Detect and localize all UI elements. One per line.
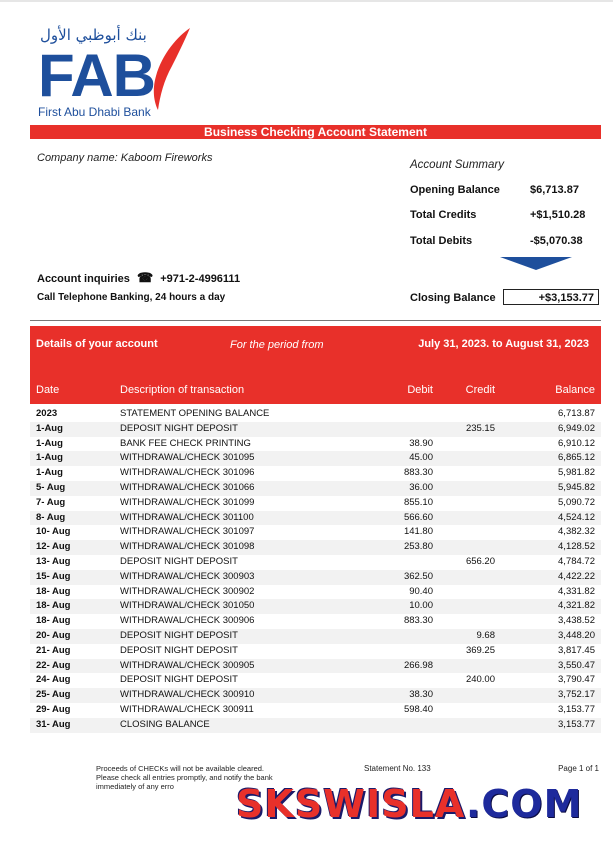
cell-debit: 38.30	[409, 689, 433, 701]
cell-date: 1-Aug	[36, 437, 63, 449]
period-label: For the period from	[230, 339, 324, 351]
watermark	[236, 782, 582, 826]
cell-credit: 240.00	[465, 674, 495, 686]
cell-date: 7- Aug	[36, 496, 66, 508]
table-row	[30, 614, 601, 629]
cell-balance: 4,524.12	[558, 511, 595, 523]
cell-date: 18- Aug	[36, 585, 71, 597]
cell-balance: 5,981.82	[558, 467, 595, 479]
logo-swoosh-icon	[148, 26, 194, 112]
cell-debit: 10.00	[409, 600, 433, 612]
table-row	[30, 437, 601, 452]
cell-date: 1-Aug	[36, 452, 63, 464]
table-row	[30, 481, 601, 496]
cell-date: 21- Aug	[36, 644, 71, 656]
table-row	[30, 585, 601, 600]
cell-description: DEPOSIT NIGHT DEPOSIT	[120, 629, 238, 641]
cell-description: WITHDRAWAL/CHECK 300910	[120, 689, 255, 701]
closing-balance-label: Closing Balance	[410, 292, 496, 304]
logo-arabic-text: بنك أبوظبي الأول	[40, 26, 147, 44]
account-inquiries	[37, 270, 240, 286]
cell-date: 1-Aug	[36, 467, 63, 479]
cell-debit: 90.40	[409, 585, 433, 597]
table-row	[30, 599, 601, 614]
cell-debit: 38.90	[409, 437, 433, 449]
cell-debit: 883.30	[403, 467, 433, 479]
call-banking-line: Call Telephone Banking, 24 hours a day	[37, 292, 226, 303]
section-divider	[30, 320, 601, 321]
table-row	[30, 407, 601, 422]
transactions-table	[30, 407, 601, 733]
cell-balance: 4,382.32	[558, 526, 595, 538]
logo-fab-text: FAB	[38, 42, 155, 109]
period-range: July 31, 2023. to August 31, 2023	[418, 338, 589, 350]
cell-date: 18- Aug	[36, 600, 71, 612]
cell-description: WITHDRAWAL/CHECK 300902	[120, 585, 255, 597]
table-row	[30, 673, 601, 688]
cell-description: WITHDRAWAL/CHECK 301099	[120, 496, 255, 508]
cell-balance: 3,817.45	[558, 644, 595, 656]
column-header-description: Description of transaction	[120, 384, 245, 396]
cell-balance: 4,331.82	[558, 585, 595, 597]
cell-date: 20- Aug	[36, 629, 71, 641]
table-row	[30, 466, 601, 481]
cell-balance: 3,153.77	[558, 718, 595, 730]
total-debits-label: Total Debits	[410, 235, 473, 247]
cell-description: WITHDRAWAL/CHECK 301095	[120, 452, 255, 464]
cell-date: 10- Aug	[36, 526, 71, 538]
down-arrow-icon	[500, 257, 572, 270]
bank-name: First Abu Dhabi Bank	[38, 105, 151, 119]
account-summary-title: Account Summary	[410, 159, 504, 171]
total-debits-value: -$5,070.38	[530, 235, 583, 247]
column-header-date: Date	[36, 384, 60, 396]
cell-credit: 369.25	[465, 644, 495, 656]
table-row	[30, 659, 601, 674]
cell-date: 2023	[36, 408, 58, 419]
cell-description: WITHDRAWAL/CHECK 300906	[120, 615, 255, 627]
closing-balance-value: +$3,153.77	[503, 289, 599, 305]
cell-credit: 656.20	[465, 555, 495, 567]
cell-date: 15- Aug	[36, 570, 71, 582]
table-row	[30, 570, 601, 585]
top-border	[0, 0, 613, 2]
cell-debit: 566.60	[403, 511, 433, 523]
cell-balance: 3,550.47	[558, 659, 595, 671]
table-row	[30, 496, 601, 511]
cell-description: WITHDRAWAL/CHECK 301066	[120, 481, 255, 493]
table-row	[30, 540, 601, 555]
cell-description: WITHDRAWAL/CHECK 301050	[120, 600, 255, 612]
footer-note: Proceeds of CHECKs will not be available cleared. Please check all entries promptly, and notify the bank immediately of any erro	[96, 764, 273, 791]
cell-date: 22- Aug	[36, 659, 71, 671]
column-header-balance: Balance	[555, 384, 595, 396]
table-row	[30, 644, 601, 659]
cell-description: DEPOSIT NIGHT DEPOSIT	[120, 422, 238, 434]
cell-debit: 253.80	[403, 541, 433, 553]
cell-credit: 235.15	[465, 422, 495, 434]
cell-balance: 3,790.47	[558, 674, 595, 686]
cell-description: DEPOSIT NIGHT DEPOSIT	[120, 674, 238, 686]
cell-description: DEPOSIT NIGHT DEPOSIT	[120, 644, 238, 656]
cell-date: 24- Aug	[36, 674, 71, 686]
cell-date: 5- Aug	[36, 481, 66, 493]
cell-description: DEPOSIT NIGHT DEPOSIT	[120, 555, 238, 567]
cell-debit: 266.98	[403, 659, 433, 671]
cell-description: WITHDRAWAL/CHECK 301098	[120, 541, 255, 553]
table-row	[30, 451, 601, 466]
cell-date: 18- Aug	[36, 615, 71, 627]
cell-debit: 362.50	[403, 570, 433, 582]
cell-date: 1-Aug	[36, 422, 63, 434]
cell-date: 12- Aug	[36, 541, 71, 553]
cell-debit: 883.30	[403, 615, 433, 627]
details-title: Details of your account	[36, 338, 158, 350]
cell-debit: 855.10	[403, 496, 433, 508]
table-row	[30, 422, 601, 437]
inquiries-label: Account inquiries	[37, 273, 130, 285]
opening-balance-label: Opening Balance	[410, 184, 500, 196]
opening-balance-value: $6,713.87	[530, 184, 579, 196]
cell-credit: 9.68	[476, 629, 495, 641]
table-row	[30, 555, 601, 570]
cell-debit: 598.40	[403, 703, 433, 715]
cell-balance: 6,910.12	[558, 437, 595, 449]
total-credits-value: +$1,510.28	[530, 209, 586, 221]
table-row	[30, 629, 601, 644]
telephone-icon: ☎	[136, 270, 154, 285]
cell-description: WITHDRAWAL/CHECK 301096	[120, 467, 255, 479]
cell-debit: 45.00	[409, 452, 433, 464]
watermark-main: SKSWISLA	[236, 782, 466, 826]
table-row	[30, 511, 601, 526]
column-header-credit: Credit	[465, 384, 495, 396]
cell-description: BANK FEE CHECK PRINTING	[120, 437, 251, 449]
cell-balance: 6,865.12	[558, 452, 595, 464]
cell-description: WITHDRAWAL/CHECK 301100	[120, 511, 254, 523]
cell-balance: 3,448.20	[558, 629, 595, 641]
cell-date: 13- Aug	[36, 555, 71, 567]
cell-date: 31- Aug	[36, 718, 71, 730]
total-credits-label: Total Credits	[410, 209, 477, 221]
column-header-debit: Debit	[407, 384, 433, 396]
cell-balance: 3,438.52	[558, 615, 595, 627]
table-row	[30, 703, 601, 718]
cell-balance: 3,752.17	[558, 689, 595, 701]
details-panel	[30, 326, 601, 404]
cell-balance: 4,422.22	[558, 570, 595, 582]
page-number: Page 1 of 1	[558, 764, 599, 773]
cell-balance: 4,321.82	[558, 600, 595, 612]
inquiries-phone: +971-2-4996111	[160, 273, 241, 285]
cell-debit: 141.80	[403, 526, 433, 538]
cell-balance: 6,949.02	[558, 422, 595, 434]
statement-title: Business Checking Account Statement	[30, 125, 601, 139]
cell-balance: 4,128.52	[558, 541, 595, 553]
cell-description: WITHDRAWAL/CHECK 300905	[120, 659, 255, 671]
cell-date: 29- Aug	[36, 703, 71, 715]
table-row	[30, 525, 601, 540]
statement-number: Statement No. 133	[364, 764, 431, 773]
cell-balance: 6,713.87	[558, 408, 595, 419]
cell-description: WITHDRAWAL/CHECK 301097	[120, 526, 255, 538]
cell-date: 25- Aug	[36, 689, 71, 701]
table-row	[30, 688, 601, 703]
cell-description: STATEMENT OPENING BALANCE	[120, 408, 270, 419]
cell-description: CLOSING BALANCE	[120, 718, 210, 730]
cell-balance: 5,945.82	[558, 481, 595, 493]
cell-description: WITHDRAWAL/CHECK 300903	[120, 570, 255, 582]
cell-balance: 3,153.77	[558, 703, 595, 715]
company-name: Company name: Kaboom Fireworks	[37, 152, 213, 164]
cell-debit: 36.00	[409, 481, 433, 493]
cell-balance: 5,090.72	[558, 496, 595, 508]
cell-balance: 4,784.72	[558, 555, 595, 567]
watermark-suffix: .COM	[465, 782, 583, 826]
cell-date: 8- Aug	[36, 511, 66, 523]
cell-description: WITHDRAWAL/CHECK 300911	[120, 703, 254, 715]
table-row	[30, 718, 601, 733]
